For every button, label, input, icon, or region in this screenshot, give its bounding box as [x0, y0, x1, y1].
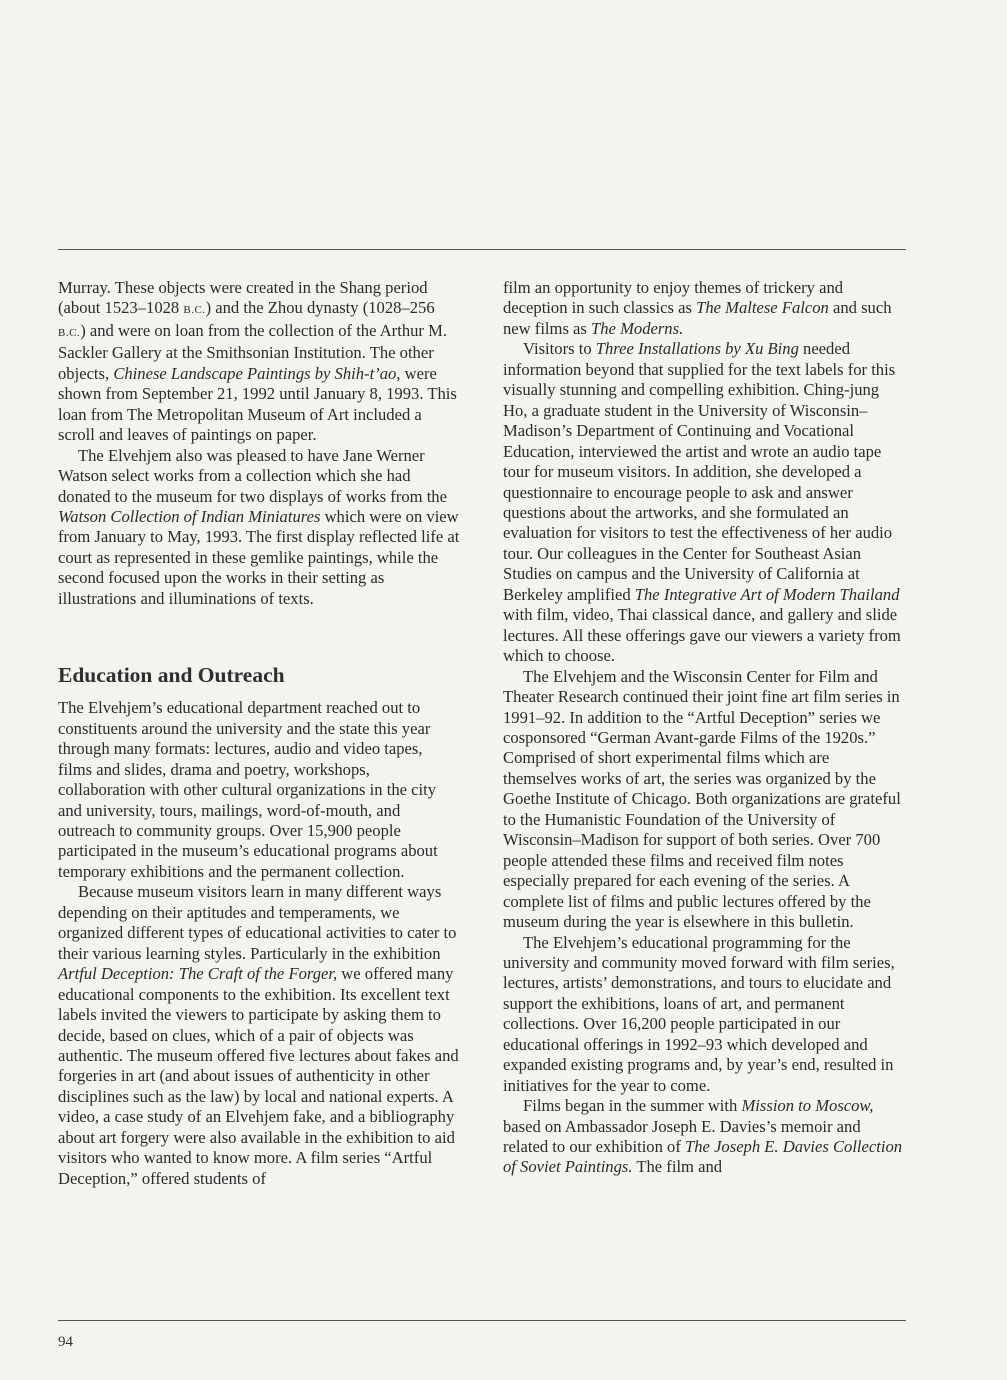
paragraph: film an opportunity to enjoy themes of trickery and deception in such classics as The Maltese Falcon and such new films as The Moderns. [503, 278, 892, 338]
work-title: The Integrative Art of Modern Thailand [634, 584, 900, 604]
paragraph: The Elvehjem also was pleased to have Jane Werner Watson select works from a collection which she had donated to the museum for two displays of works from the Watson Collection of Indian Miniatures which were on view from January to May, 1993. The first display reflected life at court as represented in these gemlike paintings, while the second focused upon the works in their setting as illustrations and illuminations of texts. [58, 445, 460, 608]
work-title: The Moderns. [591, 318, 684, 338]
top-rule [58, 249, 906, 250]
work-title: Mission to Moscow, [741, 1096, 874, 1116]
paragraph: The Elvehjem’s educational department reached out to constituents around the university and the state this year through many formats: lectures, audio and video tapes, films and slides, drama and poetry, workshops, collaboration with other cultural organizations in the city and university, tours, mailings, word-of-mouth, and outreach to community groups. Over 15,900 people participated in the museum’s educational programs about temporary exhibitions and the permanent collection. [58, 698, 438, 881]
work-title: The Maltese Falcon [696, 298, 829, 318]
work-title: Chinese Landscape Paintings by Shih-t’ao, [113, 363, 401, 383]
work-title: Watson Collection of Indian Miniatures [58, 506, 321, 526]
paragraph: Visitors to Three Installations by Xu Bing needed information beyond that supplied for the text labels for this visually stunning and compelling exhibition. Ching-jung Ho, a graduate student in the University of Wisconsin–Madison’s Department of Continuing and Vocational Education, interviewed the artist and wrote an audio tape tour for museum visitors. In addition, she developed a questionnaire to encourage people to ask and answer questions about the artworks, and she formulated an evaluation for visitors to test the effectiveness of her audio tour. Our colleagues in the Center for Southeast Asian Studies on campus and the University of California at Berkeley amplified The Integrative Art of Modern Thailand with film, video, Thai classical dance, and gallery and slide lectures. All these offerings gave our viewers a variety from which to choose. [503, 339, 901, 666]
work-title: Artful Deception: The Craft of the Forger, [58, 964, 338, 984]
paragraph: Films began in the summer with Mission to Moscow, based on Ambassador Joseph E. Davies’s memoir and related to our exhibition of The Joseph E. Davies Collection of Soviet Paintings. The film and [503, 1096, 903, 1177]
work-title: Three Installations by Xu Bing [595, 339, 799, 359]
paragraph: The Elvehjem’s educational programming for the university and community moved forward with film series, lectures, artists’ demonstrations, and tours to elucidate and support the exhibitions, loans of art, and permanent collections. Over 16,200 people participated in our educational offerings in 1992–93 which developed and expanded existing programs and, by year’s end, resulted in initiatives for the year to come. [503, 932, 895, 1095]
bottom-rule [58, 1320, 906, 1321]
section-heading: Education and Outreach [58, 663, 285, 688]
paragraph: Because museum visitors learn in many different ways depending on their aptitudes and temperaments, we organized different types of educational activities to cater to their various learning styles. Particularly in the exhibition Artful Deception: The Craft of the Forger, we offered many educational components to the exhibition. Its excellent text labels invited the viewers to participate by asking them to decide, based on clues, which of a pair of objects was authentic. The museum offered five lectures about fakes and forgeries in art (and about issues of authenticity in other disciplines such as the law) by local and national experts. A video, a case study of an Elvehjem fake, and a bibliography about art forgery were also available in the exhibition to aid visitors who wanted to know more. A film series “Artful Deception,” offered students of [58, 882, 459, 1188]
right-column [503, 278, 905, 1178]
paragraph: Murray. These objects were created in the Shang period (about 1523–1028 B.C.) and the Zhou dynasty (1028–256 B.C.) and were on loan from the collection of the Arthur M. Sackler Gallery at the Smithsonian Institution. The other objects, Chinese Landscape Paintings by Shih-t’ao, were shown from September 21, 1992 until January 8, 1993. This loan from The Metropolitan Museum of Art included a scroll and leaves of paintings on paper. [58, 278, 457, 445]
page-number: 94 [58, 1334, 73, 1350]
left-column [58, 278, 460, 1189]
work-title: The Joseph E. Davies Collection of Soviet Paintings. [503, 1137, 903, 1177]
paragraph: The Elvehjem and the Wisconsin Center for Film and Theater Research continued their joint fine art film series in 1991–92. In addition to the “Artful Deception” series we cosponsored “German Avant-garde Films of the 1920s.” Comprised of short experimental films which are themselves works of art, the series was organized by the Goethe Institute of Chicago. Both organizations are grateful to the Humanistic Foundation of the University of Wisconsin–Madison for support of both series. Over 700 people attended these films and received film notes especially prepared for each evening of the series. A complete list of films and public lectures offered by the museum during the year is elsewhere in this bulletin. [503, 666, 901, 932]
